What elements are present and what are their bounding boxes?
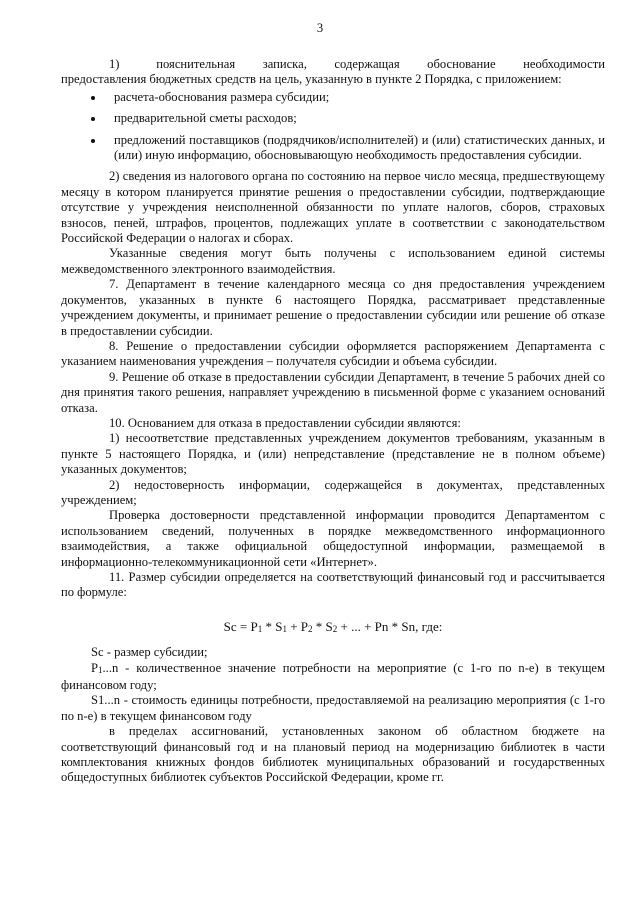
paragraph-refusal-2: 2) недостоверность информации, содержащейся в документах, представленных учреждением; <box>61 477 605 507</box>
formula-part: P <box>250 618 258 634</box>
formula-part: * S <box>312 618 333 634</box>
list-item: предложений поставщиков (подрядчиков/исполнителей) и (или) статистических данных, и (или) иную информацию, обосновывающую необходимость предоставления субсидии. <box>61 133 605 164</box>
paragraph-explanatory-note: 1) пояснительная записка, содержащая обоснование необходимости предоставления бюджетных средств на цель, указанную в пункте 2 Порядка, с приложением: <box>61 57 605 87</box>
definition-s: S1...n - стоимость единицы потребности, предоставляемой на реализацию мероприятия (с 1-го по n-е) в текущем финансовом году <box>61 693 605 723</box>
document-body <box>61 57 605 786</box>
paragraph-appropriations: в пределах ассигнований, установленных законом об областном бюджете на соответствующий финансовый год и на плановый период на модернизацию библиотек в части комплектования книжных фондов библиотек муниципальных образований и государственных общедоступных библиотек субъектов Российской Федерации, кроме гг. <box>61 724 605 785</box>
formula-part: * S <box>262 618 283 634</box>
paragraph-item-10: 10. Основанием для отказа в предоставлении субсидии являются: <box>109 415 461 430</box>
subsidy-formula <box>61 619 605 637</box>
formula-sub: 1 <box>282 623 287 634</box>
attachment-list <box>61 90 605 164</box>
page-number: 3 <box>316 21 324 35</box>
paragraph-refusal-1: 1) несоответствие представленных учреждением документов требованиям, указанным в пункте 5 настоящего Порядка, и (или) непредставление (представление не в полном объеме) указанных документов; <box>61 431 605 477</box>
list-item: расчета-обоснования размера субсидии; <box>61 90 605 105</box>
formula-part: Sc = <box>223 618 251 634</box>
formula-sub: 2 <box>332 623 338 634</box>
paragraph-item-11: 11. Размер субсидии определяется на соответствующий финансовый год и рассчитывается по формуле: <box>61 570 605 600</box>
paragraph-interagency: Указанные сведения могут быть получены с использованием единой системы межведомственного электронного взаимодействия. <box>61 246 605 276</box>
paragraph-item-9: 9. Решение об отказе в предоставлении субсидии Департамент, в течение 5 рабочих дней со дня принятия такого решения, направляет учреждению в письменной форме с указанием оснований отказа. <box>61 369 605 415</box>
formula-sub: 1 <box>257 623 263 634</box>
definition-sc: Sc - размер субсидии; <box>91 645 208 660</box>
definition-p <box>61 661 605 694</box>
formula-part: + P <box>286 618 309 634</box>
paragraph-item-8: 8. Решение о предоставлении субсидии оформляется распоряжением Департамента с указанием наименования учреждения – получателя субсидии и объема субсидии. <box>61 338 605 369</box>
formula-part: + ... + Pn * Sn, где: <box>337 618 443 634</box>
formula-sub: 2 <box>308 623 313 634</box>
list-item: предварительной сметы расходов; <box>61 111 605 126</box>
paragraph-item-7: 7. Департамент в течение календарного месяца со дня предоставления учреждением документов, указанных в пункте 6 настоящего Порядка, рассматривает представленные учреждением документы, и принимает решение о предоставлении субсидии или решение об отказе в предоставлении субсидии. <box>61 277 605 338</box>
paragraph-verification: Проверка достоверности представленной информации проводится Департаментом с использованием сведений, полученных в порядке межведомственного информационного взаимодействия, а также официальной общедоступной информации, размещаемой в информационно-телекоммуникационной сети «Интернет». <box>61 508 605 569</box>
definition-text: ...n - количественное значение потребности на мероприятие (с 1-го по n-е) в текущем финансовом году; <box>61 660 605 693</box>
paragraph-tax-info: 2) сведения из налогового органа по состоянию на первое число месяца, предшествующему месяцу в котором планируется принятие решения о предоставлении субсидии, подтверждающие отсутствие у учреждения неисполненной обязанности по уплате налогов, сборов, страховых взносов, пеней, штрафов, процентов, подлежащих уплате в соответствии с законодательством Российской Федерации о налогах и сборах. <box>61 169 605 246</box>
definition-sub: 1 <box>98 664 103 675</box>
definition-text: P <box>91 660 99 675</box>
